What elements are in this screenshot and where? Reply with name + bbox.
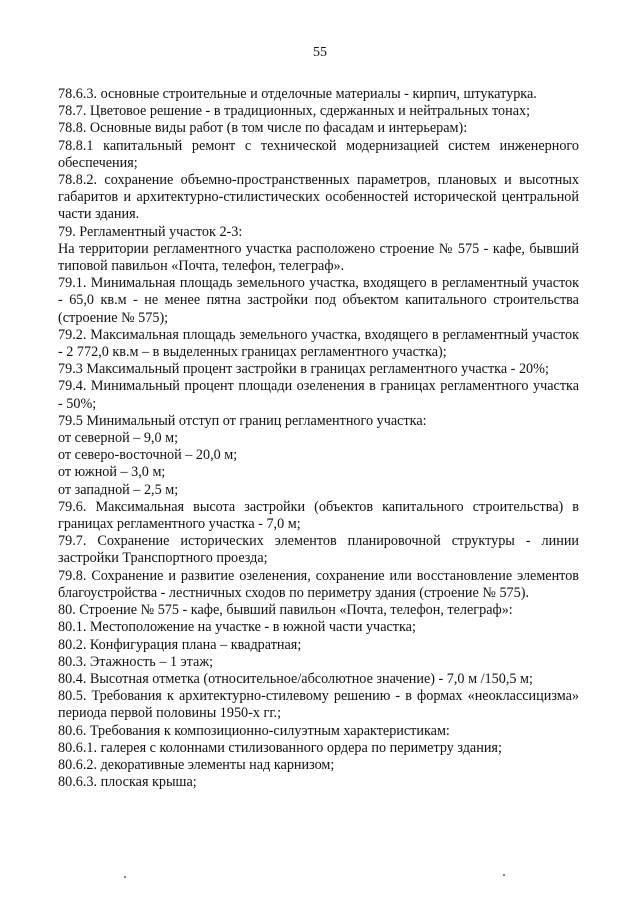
scan-speck: [503, 874, 505, 876]
paragraph: 79.5 Минимальный отступ от границ регламентного участка:: [58, 412, 427, 429]
page-number: 55: [313, 45, 327, 60]
paragraph: от южной – 3,0 м;: [58, 464, 166, 481]
paragraph: 80. Строение № 575 - кафе, бывший павильон «Почта, телефон, телеграф»:: [58, 602, 513, 619]
paragraph: от северной – 9,0 м;: [58, 430, 179, 447]
paragraph: от северо-восточной – 20,0 м;: [58, 447, 238, 464]
paragraph: 79.1. Минимальная площадь земельного участка, входящего в регламентный участок - 65,0 кв.м - не менее пятна застройки под объектом капитального строительства (строение № 575);: [58, 275, 579, 326]
paragraph: 79.8. Сохранение и развитие озеленения, сохранение или восстановление элементов благоустройства - лестничных сходов по периметру здания (строение № 575).: [58, 567, 579, 601]
paragraph: 80.6.1. галерея с колоннами стилизованного ордера по периметру здания;: [58, 739, 502, 756]
paragraph: 79.7. Сохранение исторических элементов планировочной структуры - линии застройки Транспортного проезда;: [58, 533, 579, 567]
paragraph: 79.2. Максимальная площадь земельного участка, входящего в регламентный участок - 2 772,0 кв.м – в выделенных границах регламентного участка);: [58, 326, 579, 361]
paragraph: 80.6.3. плоская крыша;: [58, 774, 197, 791]
paragraph: 80.6.2. декоративные элементы над карнизом;: [58, 756, 335, 773]
paragraph: На территории регламентного участка расположено строение № 575 - кафе, бывший типовой павильон «Почта, телефон, телеграф».: [58, 240, 579, 275]
document-body: [58, 86, 579, 791]
paragraph: от западной – 2,5 м;: [58, 481, 179, 498]
paragraph: 80.4. Высотная отметка (относительное/абсолютное значение) - 7,0 м /150,5 м;: [58, 670, 533, 687]
paragraph: 78.8.1 капитальный ремонт с технической модернизацией систем инженерного обеспечения;: [58, 137, 579, 171]
paragraph: 78.7. Цветовое решение - в традиционных, сдержанных и нейтральных тонах;: [58, 103, 531, 120]
paragraph: 79. Регламентный участок 2-3:: [58, 223, 243, 240]
paragraph: 80.6. Требования к композиционно-силуэтным характеристикам:: [58, 722, 450, 739]
scan-speck: [124, 876, 126, 878]
paragraph: 79.3 Максимальный процент застройки в границах регламентного участка - 20%;: [58, 361, 549, 378]
paragraph: 79.4. Минимальный процент площади озеленения в границах регламентного участка - 50%;: [58, 378, 579, 412]
paragraph: 80.5. Требования к архитектурно-стилевому решению - в формах «неоклассицизма» периода первой половины 1950-х гг.;: [58, 688, 579, 722]
paragraph: 78.8.2. сохранение объемно-пространственных параметров, плановых и высотных габаритов и архитектурно-стилистических особенностей исторической центральной части здания.: [58, 172, 579, 223]
paragraph: 80.1. Местоположение на участке - в южной части участка;: [58, 619, 416, 636]
paragraph: 78.6.3. основные строительные и отделочные материалы - кирпич, штукатурка.: [58, 86, 537, 102]
paragraph: 78.8. Основные виды работ (в том числе по фасадам и интерьерам):: [58, 120, 468, 137]
paragraph: 80.2. Конфигурация плана – квадратная;: [58, 636, 302, 653]
paragraph: 79.6. Максимальная высота застройки (объектов капитального строительства) в границах регламентного участка - 7,0 м;: [58, 498, 579, 533]
paragraph: 80.3. Этажность – 1 этаж;: [58, 653, 214, 670]
